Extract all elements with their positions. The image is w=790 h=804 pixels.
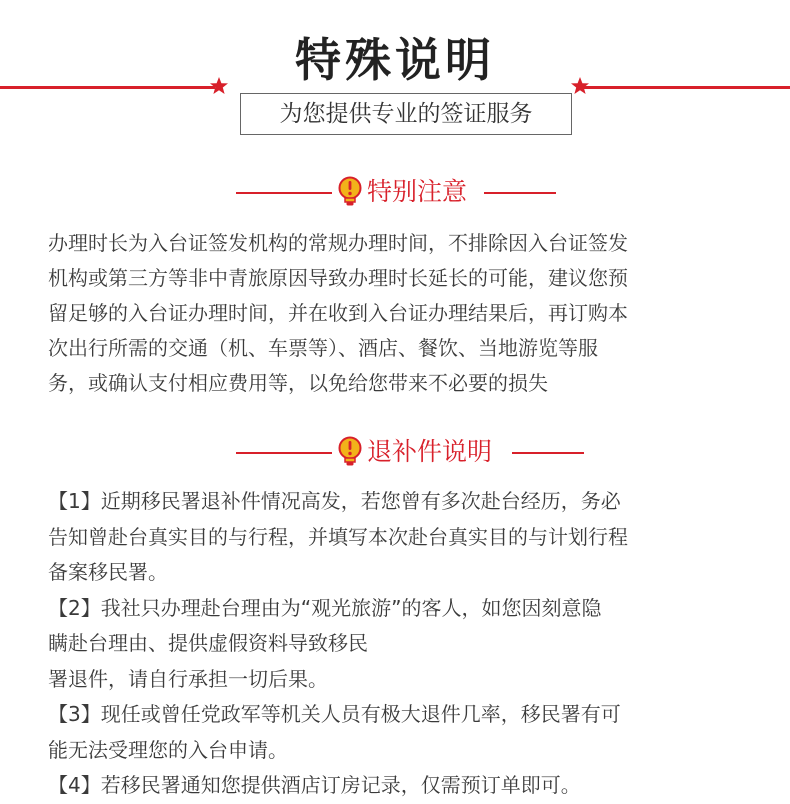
notice-line: 次出行所需的交通（机、车票等）、酒店、餐饮、当地游览等服: [48, 336, 598, 360]
page-header: [0, 0, 790, 140]
notice-line: 务，或确认支付相应费用等，以免给您带来不必要的损失: [48, 371, 548, 395]
refund-line: 【2】我社只办理赴台理由为“观光旅游”的客人，如您因刻意隐: [48, 595, 602, 620]
heading-rule-left: [236, 192, 332, 194]
heading-rule-left: [236, 452, 332, 454]
refund-line: 备案移民署。: [48, 560, 168, 584]
heading-rule-right: [484, 192, 556, 194]
lightbulb-warning-icon: [338, 176, 362, 208]
refund-line: 【4】若移民署通知您提供酒店订房记录，仅需预订单即可。: [48, 773, 581, 797]
notice-line: 办理时长为入台证签发机构的常规办理时间，不排除因入台证签发: [48, 231, 628, 255]
heading-rule-right: [512, 452, 584, 454]
refund-line: 【3】现任或曾任党政军等机关人员有极大退件几率，移民署有可: [48, 702, 621, 726]
refund-line: 能无法受理您的入台申请。: [48, 737, 288, 762]
notice-line: 留足够的入台证办理时间，并在收到入台证办理结果后，再订购本: [48, 301, 628, 325]
refund-heading: [0, 434, 790, 470]
refund-line: 告知曾赴台真实目的与行程，并填写本次赴台真实目的与计划行程: [48, 524, 628, 549]
subtitle-box: 为您提供专业的签证服务: [240, 93, 572, 135]
title-rule-right: [580, 86, 790, 89]
refund-heading-text: 退补件说明: [367, 437, 493, 466]
refund-line: 【1】近期移民署退补件情况高发，若您曾有多次赴台经历，务必: [48, 489, 621, 513]
refund-line: 署退件，请自行承担一切后果。: [48, 666, 328, 691]
notice-heading: [0, 174, 790, 210]
page-title: 特殊说明: [295, 33, 495, 87]
notice-heading-text: 特别注意: [367, 177, 468, 206]
refund-line: 瞒赴台理由、提供虚假资料导致移民: [48, 631, 368, 655]
star-icon: [570, 76, 590, 96]
notice-line: 机构或第三方等非中青旅原因导致办理时长延长的可能，建议您预: [48, 266, 628, 290]
refund-paragraph: [48, 484, 748, 804]
star-icon: [209, 76, 229, 96]
title-rule-left: [0, 86, 215, 89]
lightbulb-warning-icon: [338, 436, 362, 468]
notice-paragraph: [48, 226, 748, 401]
